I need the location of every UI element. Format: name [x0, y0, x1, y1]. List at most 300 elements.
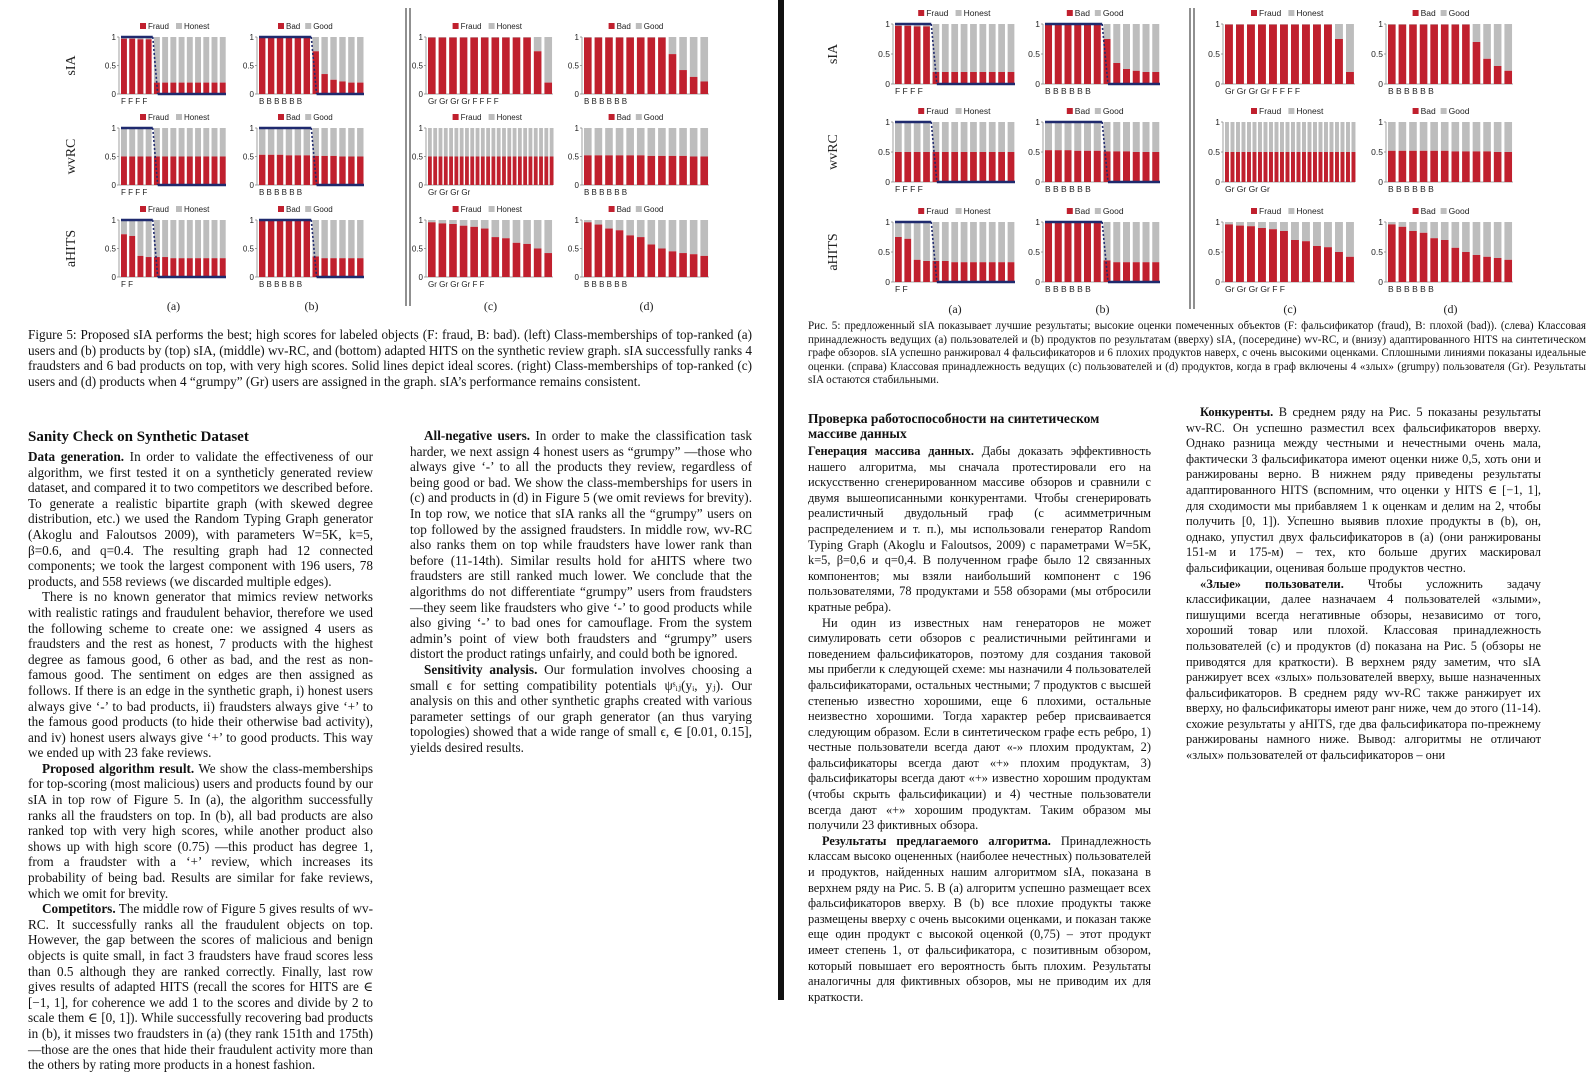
bar-remainder — [357, 220, 363, 258]
bar — [449, 38, 457, 94]
legend-label: Fraud — [1259, 206, 1282, 216]
bar-remainder — [529, 128, 533, 157]
bar-remainder — [1065, 122, 1072, 150]
bar-remainder — [313, 220, 319, 256]
legend-swatch — [1251, 10, 1257, 16]
legend-label: Bad — [286, 113, 301, 122]
bar-remainder — [460, 128, 464, 157]
legend-swatch — [1095, 208, 1101, 214]
legend-swatch — [1413, 108, 1419, 114]
bar — [212, 258, 218, 277]
bar — [1297, 152, 1301, 182]
bar — [658, 249, 666, 278]
bar-remainder — [1152, 222, 1159, 262]
bar — [1452, 25, 1460, 84]
legend-label: Bad — [1074, 8, 1090, 18]
bar — [1441, 240, 1449, 282]
legend-swatch — [1095, 108, 1101, 114]
bar — [1143, 72, 1150, 84]
chart-panel-aHITS-0 — [878, 206, 1015, 294]
bar-remainder — [137, 220, 143, 256]
legend-swatch — [1288, 10, 1294, 16]
chart-panel-aHITS-2 — [1208, 206, 1355, 294]
bar-remainder — [460, 220, 468, 226]
bar — [121, 234, 127, 277]
bar-remainder — [465, 128, 469, 157]
bar-remainder — [203, 220, 209, 258]
bar-remainder — [439, 128, 443, 157]
bar — [428, 38, 436, 94]
y-tick-label: 1 — [249, 33, 254, 42]
section-heading-en: Sanity Check on Synthetic Dataset — [28, 429, 249, 445]
bar-remainder — [1324, 122, 1328, 152]
y-tick-label: 0 — [249, 90, 254, 99]
bar — [1504, 260, 1512, 282]
y-tick-label: 0.5 — [104, 61, 116, 71]
bar — [348, 258, 354, 277]
bar — [1452, 248, 1460, 282]
bar — [1231, 152, 1235, 182]
bar — [951, 72, 958, 84]
y-tick-label: 0 — [249, 273, 254, 282]
bar — [476, 157, 480, 186]
bar — [259, 38, 265, 94]
y-tick-label: 1 — [418, 216, 423, 225]
x-tick-labels: B B B B B B — [1388, 284, 1434, 294]
bar — [658, 156, 666, 185]
x-tick-labels: F F F F — [895, 184, 923, 194]
y-tick-label: 1 — [1035, 19, 1040, 29]
bar — [648, 245, 656, 277]
bar — [970, 262, 977, 282]
bar — [295, 155, 301, 185]
bar — [321, 258, 327, 277]
legend-swatch — [1067, 108, 1073, 114]
bar-remainder — [1291, 122, 1295, 152]
bar — [1388, 25, 1396, 84]
legend-label: Fraud — [1259, 106, 1282, 116]
bar — [1473, 255, 1481, 282]
bar-remainder — [626, 220, 634, 235]
bar-remainder — [523, 128, 527, 157]
bar-remainder — [1225, 122, 1229, 152]
bar — [1253, 152, 1257, 182]
bar-remainder — [1441, 122, 1449, 151]
bar-remainder — [658, 37, 666, 38]
bar-remainder — [895, 222, 902, 237]
legend-swatch — [278, 23, 284, 29]
bar-remainder — [1473, 222, 1481, 255]
legend-label: Honest — [496, 22, 522, 31]
bar — [1084, 25, 1091, 84]
legend-swatch — [1441, 10, 1447, 16]
bar-remainder — [616, 220, 624, 230]
bar — [330, 258, 336, 277]
bar — [1094, 223, 1101, 282]
bar — [518, 157, 522, 186]
y-tick-label: 0.5 — [411, 152, 423, 162]
legend-swatch — [636, 114, 642, 120]
bar — [1462, 25, 1470, 84]
y-tick-label: 0.5 — [1208, 147, 1220, 157]
bar — [1291, 25, 1299, 84]
bar — [550, 157, 554, 186]
english-page — [0, 0, 778, 1073]
bar — [1247, 152, 1251, 182]
bar-remainder — [979, 122, 986, 152]
bar-remainder — [502, 220, 510, 238]
bar-remainder — [970, 222, 977, 262]
bar-remainder — [212, 37, 218, 83]
bar — [268, 155, 274, 185]
bar-remainder — [595, 220, 603, 225]
bar — [1302, 152, 1306, 182]
legend-label: Good — [313, 205, 333, 214]
bar-remainder — [1330, 122, 1334, 152]
bar-remainder — [1430, 122, 1438, 151]
bar-remainder — [1324, 222, 1332, 247]
legend-swatch — [140, 206, 146, 212]
legend-label: Honest — [963, 8, 991, 18]
bar — [502, 157, 506, 186]
bar — [626, 235, 634, 277]
bar-remainder — [914, 122, 921, 152]
legend-label: Fraud — [460, 113, 482, 122]
bar — [914, 260, 921, 282]
bar — [539, 157, 543, 186]
legend-swatch — [489, 114, 495, 120]
y-tick-label: 0.5 — [567, 61, 579, 71]
bar-remainder — [212, 220, 218, 258]
bar — [595, 155, 603, 185]
bar — [146, 39, 152, 94]
y-tick-label: 0 — [885, 79, 890, 89]
bar — [444, 157, 448, 186]
bar-remainder — [313, 37, 319, 51]
legend-swatch — [918, 10, 924, 16]
bar — [616, 38, 624, 94]
bar-remainder — [669, 128, 677, 156]
chart-panel-aHITS-3 — [568, 205, 709, 289]
bar-remainder — [513, 37, 521, 38]
bar — [460, 38, 468, 94]
bar-remainder — [658, 220, 666, 249]
y-tick-label: 0 — [1378, 277, 1383, 287]
legend-label: Good — [1102, 206, 1124, 216]
bar — [195, 157, 201, 186]
bar-remainder — [951, 24, 958, 72]
bar — [1324, 152, 1328, 182]
bar — [187, 83, 193, 94]
x-tick-labels: Gr Gr Gr Gr F F F F — [1225, 86, 1301, 96]
bar-remainder — [492, 220, 500, 237]
bar — [961, 262, 968, 282]
bar — [497, 157, 501, 186]
bar-remainder — [212, 128, 218, 157]
bar — [220, 83, 226, 94]
bar-remainder — [1430, 222, 1438, 238]
bar-remainder — [454, 128, 458, 157]
legend-swatch — [918, 108, 924, 114]
x-tick-labels: B B B B B B — [259, 97, 303, 106]
bar-remainder — [584, 220, 592, 222]
bar — [1319, 152, 1323, 182]
legend-swatch — [636, 206, 642, 212]
bar-remainder — [648, 37, 656, 38]
bar — [481, 38, 489, 94]
bar-remainder — [1008, 122, 1015, 152]
bar-remainder — [121, 220, 127, 234]
chart-panel-sIA-0 — [878, 8, 1015, 96]
bar-remainder — [1258, 24, 1266, 25]
bar — [1094, 25, 1101, 84]
bar-remainder — [348, 128, 354, 157]
column-label: (b) — [1095, 302, 1110, 316]
bar — [989, 152, 996, 182]
y-tick-label: 1 — [418, 124, 423, 133]
chart-panel-wvRC-1 — [1028, 106, 1160, 194]
bar — [203, 258, 209, 277]
chart-panel-aHITS-1 — [1028, 206, 1160, 294]
legend-label: Fraud — [926, 206, 949, 216]
y-tick-label: 0 — [1378, 79, 1383, 89]
bar — [268, 221, 274, 277]
bar-remainder — [690, 37, 698, 77]
bar-remainder — [1341, 122, 1345, 152]
bar — [1388, 151, 1396, 182]
bar — [195, 83, 201, 94]
bar-remainder — [998, 122, 1005, 152]
bar — [1008, 262, 1015, 282]
legend-swatch — [956, 208, 962, 214]
bar-remainder — [1286, 122, 1290, 152]
bar-remainder — [428, 37, 436, 38]
y-tick-label: 0 — [111, 273, 116, 282]
bar-remainder — [1258, 222, 1266, 228]
bar-remainder — [616, 37, 624, 38]
y-tick-label: 0.5 — [1028, 147, 1040, 157]
bar-remainder — [1452, 24, 1460, 25]
bar — [277, 221, 283, 277]
bar-remainder — [1335, 24, 1343, 39]
bar — [700, 256, 708, 277]
bar — [357, 83, 363, 94]
bar — [595, 38, 603, 94]
bar-remainder — [121, 128, 127, 157]
bar-remainder — [1452, 222, 1460, 248]
y-tick-label: 0 — [418, 181, 423, 190]
legend-swatch — [1067, 10, 1073, 16]
legend-label: Honest — [496, 205, 522, 214]
bar — [1313, 246, 1321, 282]
bar — [648, 156, 656, 185]
bar-remainder — [321, 37, 327, 74]
bar — [1123, 151, 1130, 182]
bar-remainder — [1335, 122, 1339, 152]
bar — [129, 157, 135, 186]
bar-remainder — [1441, 24, 1449, 25]
bar — [679, 253, 687, 277]
bar — [1225, 152, 1229, 182]
y-tick-label: 0.5 — [567, 152, 579, 162]
bar-remainder — [1045, 122, 1052, 150]
y-tick-label: 1 — [1378, 117, 1383, 127]
column-label: (c) — [1283, 302, 1297, 316]
bar-remainder — [295, 128, 301, 155]
bar — [534, 51, 542, 94]
bar-remainder — [605, 37, 613, 38]
bar-remainder — [439, 37, 447, 38]
bar-remainder — [669, 220, 677, 251]
y-tick-label: 1 — [249, 124, 254, 133]
y-tick-label: 0 — [111, 181, 116, 190]
bar-remainder — [1302, 222, 1310, 241]
column-label: (a) — [948, 302, 962, 316]
bar — [121, 39, 127, 94]
bar-remainder — [679, 220, 687, 253]
bar — [1113, 151, 1120, 182]
bar — [502, 38, 510, 94]
bar-remainder — [605, 128, 613, 155]
y-tick-label: 0 — [418, 90, 423, 99]
bar — [492, 38, 500, 94]
bar-remainder — [449, 128, 453, 157]
bar-remainder — [1225, 222, 1233, 224]
bar-remainder — [1094, 122, 1101, 151]
bar-remainder — [187, 128, 193, 157]
bar — [951, 262, 958, 282]
bar-remainder — [1494, 24, 1502, 66]
bar-remainder — [595, 37, 603, 38]
bar — [470, 157, 474, 186]
bar-remainder — [904, 222, 911, 239]
legend-swatch — [176, 23, 182, 29]
chart-panel-aHITS-1 — [243, 205, 364, 289]
bar-remainder — [1133, 24, 1140, 71]
bar-remainder — [1113, 24, 1120, 63]
legend-swatch — [453, 206, 459, 212]
bar-remainder — [259, 128, 265, 155]
paragraph-grumpy-ru: «Злые» пользователи. Чтобы усложнить задачу классификации, далее назначаем 4 пользователей «злыми», пишущими всегда негативные обзоры, независимо от того, хороший товар или плохой. Классовая принадлежность пользователей (c) и продуктов (d) показана на Рис. 5 (обзоры не приводятся для краткости). В верхнем ряду заметим, что sIA ранжирует всех «злых» пользователей вверху, выше назначенных фальсификаторов. В среднем ряду wv-RC также ранжирует их вверху, но фальсификаторы имеют ранг ниже, чем до этого (11-14). схожие результаты у aHITS, где два фальсификатора по-прежнему ранжированы намного ниже. Вывод: алгоритмы не отличают «злых» пользователей от фальсификаторов – они — [1186, 576, 1541, 763]
legend-label: Honest — [1296, 8, 1324, 18]
legend-label: Honest — [963, 106, 991, 116]
row-label-wvRC: wvRC — [826, 134, 841, 170]
x-tick-labels: Gr Gr Gr Gr F F — [1225, 284, 1285, 294]
bar — [1302, 25, 1310, 84]
bar — [895, 26, 902, 84]
bar-remainder — [348, 220, 354, 258]
bar — [626, 38, 634, 94]
bar-remainder — [162, 37, 168, 83]
bar-remainder — [1462, 122, 1470, 151]
y-tick-label: 0 — [418, 273, 423, 282]
bar — [1324, 247, 1332, 282]
legend-swatch — [140, 23, 146, 29]
bar — [700, 157, 708, 186]
bar — [1236, 152, 1240, 182]
y-tick-label: 0.5 — [1028, 49, 1040, 59]
x-tick-labels: B B B B B B — [1045, 184, 1091, 194]
y-tick-label: 0 — [1035, 79, 1040, 89]
chart-panel-sIA-2 — [1208, 8, 1355, 96]
bar-remainder — [220, 37, 226, 83]
y-tick-label: 0 — [1035, 277, 1040, 287]
bar-remainder — [637, 220, 645, 237]
bar-remainder — [1074, 122, 1081, 151]
bar — [933, 72, 940, 84]
y-tick-label: 1 — [574, 216, 579, 225]
bar-remainder — [203, 128, 209, 157]
bar — [179, 258, 185, 277]
bar-remainder — [357, 37, 363, 83]
legend-label: Bad — [286, 22, 301, 31]
bar-remainder — [1388, 24, 1396, 25]
y-tick-label: 0 — [885, 277, 890, 287]
bar-remainder — [904, 122, 911, 152]
bar — [137, 157, 143, 186]
bar — [961, 152, 968, 182]
bar-remainder — [195, 220, 201, 258]
bar — [1420, 233, 1428, 282]
bar-remainder — [1483, 24, 1491, 59]
bar — [439, 157, 443, 186]
bar — [895, 152, 902, 182]
y-tick-label: 1 — [249, 216, 254, 225]
chart-panel-sIA-1 — [243, 22, 364, 106]
bar-remainder — [895, 122, 902, 152]
bar-remainder — [979, 222, 986, 262]
bar — [1045, 223, 1052, 282]
bar — [1055, 25, 1062, 84]
bar — [1264, 152, 1268, 182]
bar — [1074, 25, 1081, 84]
bar-remainder — [1113, 222, 1120, 262]
bar-remainder — [951, 222, 958, 262]
bar — [1494, 152, 1502, 182]
legend-swatch — [1251, 208, 1257, 214]
bar — [304, 221, 310, 277]
bar-remainder — [1084, 122, 1091, 151]
bar-remainder — [961, 122, 968, 152]
bar — [1113, 262, 1120, 282]
y-tick-label: 0.5 — [104, 152, 116, 162]
y-tick-label: 0 — [1378, 177, 1383, 187]
legend-label: Honest — [963, 206, 991, 216]
bar-remainder — [439, 220, 447, 223]
chart-panel-wvRC-0 — [105, 113, 226, 197]
bar — [690, 157, 698, 186]
bar — [121, 157, 127, 186]
bar-remainder — [492, 37, 500, 38]
bar — [669, 54, 677, 94]
bar — [1483, 257, 1491, 282]
bar-remainder — [428, 128, 432, 157]
bar-remainder — [449, 37, 457, 38]
legend-swatch — [176, 206, 182, 212]
right-column-en — [410, 428, 752, 1000]
bar — [1430, 238, 1438, 282]
bar-remainder — [544, 220, 552, 253]
bar-remainder — [1346, 122, 1350, 152]
figure-5-en — [0, 0, 778, 320]
bar-remainder — [637, 128, 645, 155]
bar — [1236, 25, 1244, 84]
legend-label: Good — [643, 113, 664, 122]
y-tick-label: 1 — [1035, 217, 1040, 227]
bar — [513, 157, 517, 186]
paragraph-data-generation-ru: Генерация массива данных. Дабы доказать эффективность нашего алгоритма, мы сначала протестировали его на искусственно сгенерированном массиве обзоров и сравнили с двумя вышеописанными конкурентами. Чтобы сгенерировать реалистичный двудольный граф (с асимметричным распределением и т. п.), мы использовали генератор Random Typing Graph (Akoglu и Faloutsos, 2009) с параметрами W=5K, k=5, β=0,6 и q=0,4. В полученном графе было 12 связанных компонентов; мы взяли наибольший компонент с 196 пользователями, 78 продуктами и 558 обзорами (мы отбросили кратные ребра). — [808, 444, 1152, 614]
bar-remainder — [923, 122, 930, 152]
